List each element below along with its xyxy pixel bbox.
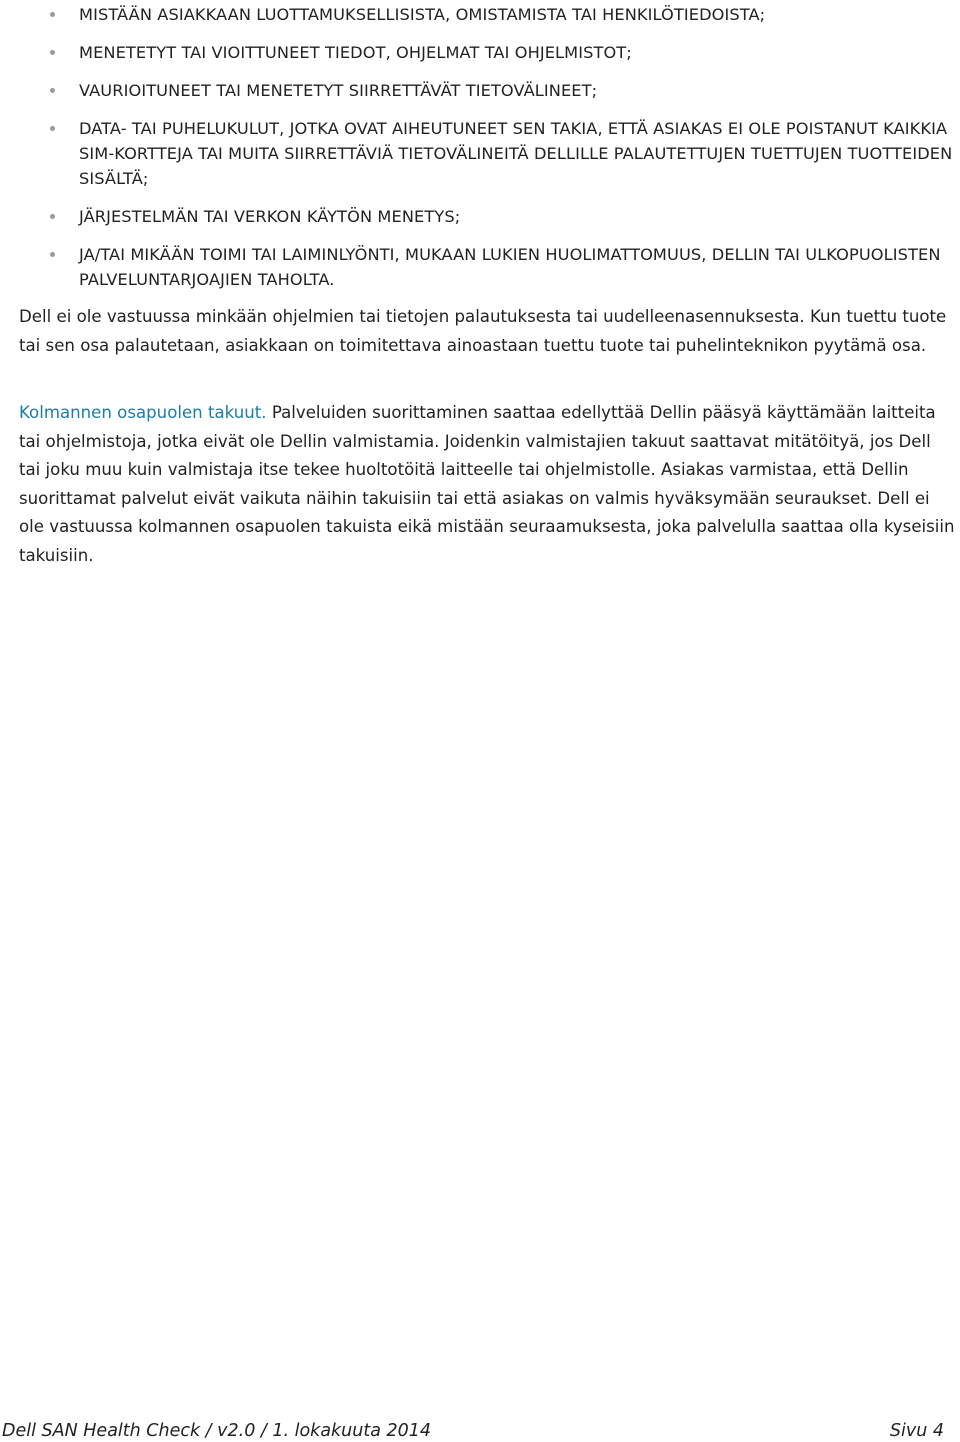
bullet-icon <box>50 252 55 257</box>
bullet-icon <box>50 126 55 131</box>
bullet-icon <box>50 12 55 17</box>
list-item <box>0 116 960 191</box>
list-item-text: DATA- TAI PUHELUKULUT, JOTKA OVAT AIHEUTUNEET SEN TAKIA, ETTÄ ASIAKAS EI OLE POISTANUT KAIKKIA SIM-KORTTEJA TAI MUITA SIIRRETTÄVIÄ TIETOVÄLINEITÄ DELLILLE PALAUTETTUJEN TUETTUJEN TUOTTEIDEN SISÄLTÄ; <box>79 119 953 188</box>
third-party-warranty-paragraph <box>19 399 957 570</box>
list-item-text: MISTÄÄN ASIAKKAAN LUOTTAMUKSELLISISTA, OMISTAMISTA TAI HENKILÖTIEDOISTA; <box>79 5 766 24</box>
third-party-warranty-text: Palveluiden suorittaminen saattaa edellyttää Dellin pääsyä käyttämään laitteita tai ohjelmistoja, jotka eivät ole Dellin valmistamia. Joidenkin valmistajien takuut saattavat mitätöityä, jos Dell tai joku muu kuin valmistaja itse tekee huoltotöitä laitteelle tai ohjelmistolle. Asiakas varmistaa, että Dellin suorittamat palvelut eivät vaikuta näihin takuisiin tai että asiakas on valmis hyväksymään seuraukset. Dell ei ole vastuussa kolmannen osapuolen takuista eikä mistään seuraamuksesta, joka palvelulla saattaa olla kyseisiin takuisiin. <box>19 403 955 565</box>
list-item <box>0 242 960 292</box>
footer-page-number: Sivu 4 <box>889 1421 944 1441</box>
restore-paragraph: Dell ei ole vastuussa minkään ohjelmien tai tietojen palautuksesta tai uudelleenasennuksesta. Kun tuettu tuote tai sen osa palautetaan, asiakkaan on toimitettava ainoastaan tuettu tuote tai puhelinteknikon pyytämä osa. <box>19 307 947 355</box>
list-item-text: VAURIOITUNEET TAI MENETETYT SIIRRETTÄVÄT TIETOVÄLINEET; <box>79 81 598 100</box>
list-item <box>0 2 960 27</box>
list-item <box>0 40 960 65</box>
third-party-warranty-heading: Kolmannen osapuolen takuut. <box>19 403 267 422</box>
list-item-text: MENETETYT TAI VIOITTUNEET TIEDOT, OHJELMAT TAI OHJELMISTOT; <box>79 43 632 62</box>
footer-document-title: Dell SAN Health Check / v2.0 / 1. lokakuuta 2014 <box>2 1421 432 1441</box>
list-item <box>0 204 960 229</box>
exclusion-list <box>0 2 960 305</box>
list-item <box>0 78 960 103</box>
bullet-icon <box>50 50 55 55</box>
bullet-icon <box>50 88 55 93</box>
list-item-text: JA/TAI MIKÄÄN TOIMI TAI LAIMINLYÖNTI, MUKAAN LUKIEN HUOLIMATTOMUUS, DELLIN TAI ULKOPUOLISTEN PALVELUNTARJOAJIEN TAHOLTA. <box>79 245 941 289</box>
list-item-text: JÄRJESTELMÄN TAI VERKON KÄYTÖN MENETYS; <box>79 207 461 226</box>
bullet-icon <box>50 214 55 219</box>
